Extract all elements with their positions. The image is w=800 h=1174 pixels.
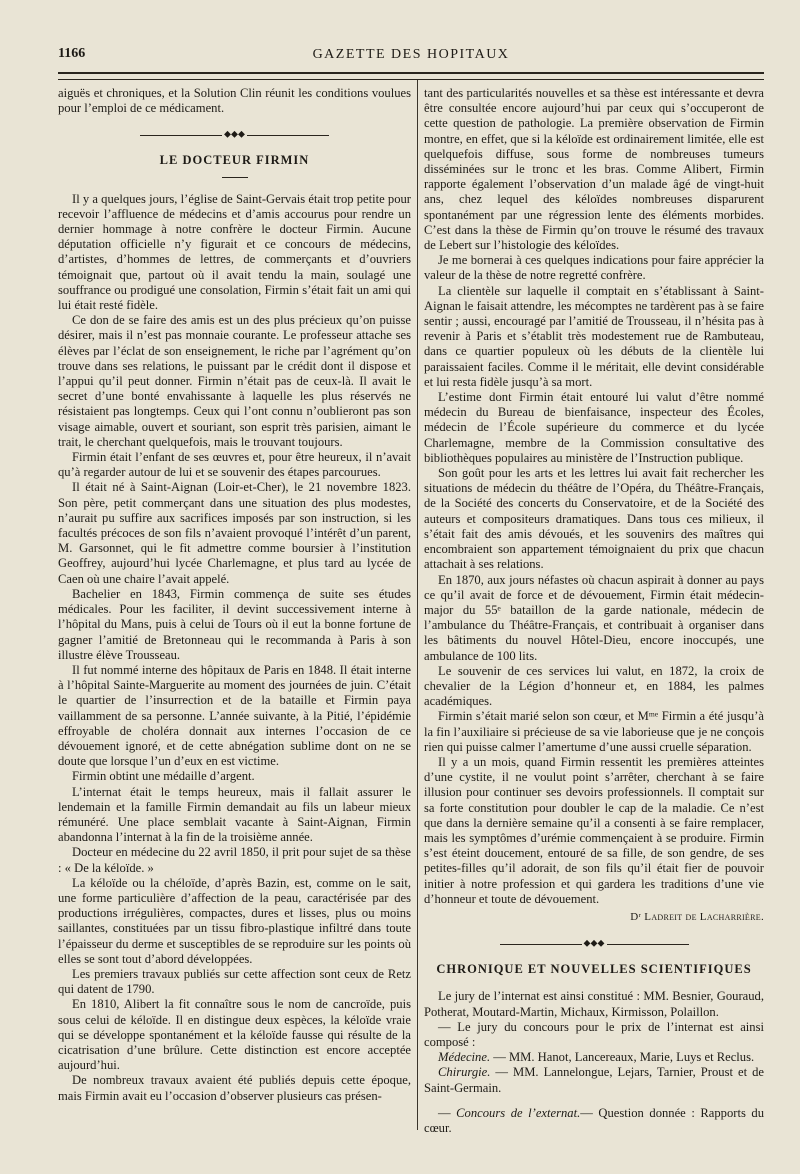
paragraph: Le jury de l’internat est ainsi constitué : MM. Besnier, Gouraud, Potherat, Moutard-Martin, Michaux, Kirmisson, Polaillon. (424, 989, 764, 1019)
jury-members: — MM. Hanot, Lancereaux, Marie, Luys et Reclus. (490, 1050, 755, 1065)
signature-prefix: Dʳ (630, 910, 642, 923)
carry-over-paragraph: aiguës et chroniques, et la Solution Clin réunit les conditions voulues pour l’emploi de ce médicament. (58, 86, 411, 116)
externat-label: Concours de l’externat. (456, 1105, 581, 1120)
section-ornament: ⬥⬥⬥ (58, 129, 411, 141)
paragraph: Son goût pour les arts et les lettres lui avait fait rechercher les situations de médecin du théâtre de l’Opéra, du Théâtre-Français, de la Société des concerts du Conservatoire, et de la Société des auteurs et compositeurs dramatiques. Dans tous ces milieux, il s’était fait des amis dévoués, et les souvenirs des maîtres qui encombraient son appartement témoignaient du prix que chacun attachait à ses relations. (424, 466, 764, 572)
column-divider (417, 80, 418, 1130)
paragraph: Il y a quelques jours, l’église de Saint-Gervais était trop petite pour recevoir l’affluence de médecins et d’amis accourus pour rendre un dernier hommage à notre confrère le docteur Firmin. Aucune députation officielle n’y figurait et ce concours de médecins, d’artistes, d’hommes de lettres, de commerçants et d’ouvriers témoignait que, partout où il avait tendu la main, soulagé une souffrance ou prodigué une consolation, Firmin s’était fait un ami qui lui était resté fidèle. (58, 191, 411, 313)
paragraph: La kéloïde ou la chéloïde, d’après Bazin, est, comme on le sait, une forme particulière d’affection de la peau, caractérisée par des productions irrégulières, compactes, dures et lisses, plus ou moins saillantes, constituées par un tissu fibro-plastique infiltré dans toute l’épaisseur du derme et susceptibles de se reproduire sur les points où elles se sont tout d’abord développées. (58, 875, 411, 966)
header-rule (58, 72, 764, 80)
paragraph: Il était né à Saint-Aignan (Loir-et-Cher), le 21 novembre 1823. Son père, petit commerçant dans une situation des plus modestes, n’aurait pu suffire aux sacrifices imposés par son instruction, si les facultés précoces de son fils n’avaient provoqué l’intérêt d’un parent, M. Garsonnet, qui le fit admettre comme boursier à l’institution Geoffrey, aujourd’hui lycée Charlemagne, et plus tard au lycée de Caen où une chaire l’avait appelé. (58, 480, 411, 586)
title-rule (222, 177, 248, 178)
jury-label: Médecine. (438, 1050, 491, 1065)
paragraph: La clientèle sur laquelle il comptait en s’établissant à Saint-Aignan le faisait attendre, les mécomptes ne tardèrent pas à se faire sentir ; aussi, encouragé par l’amitié de Trousseau, il n’hésita pas à revenir à Paris et s’établit très modestement rue de Rambuteau, dans ce quartier populeux où les débuts de la clientèle lui paraissaient faciles. Comme il le méritait, elle devint considérable et lui resta fidèle jusqu’à sa mort. (424, 283, 764, 389)
paragraph: De nombreux travaux avaient été publiés depuis cette époque, mais Firmin avait eu l’occasion d’observer plusieurs cas présen- (58, 1073, 411, 1103)
paragraph: Il y a un mois, quand Firmin ressentit les premières atteintes d’une cystite, il ne voulut point s’arrêter, cherchant à se faire illusion pour continuer ses devoirs professionnels. Il comptait sur sa forte constitution pour doubler le cap de la maladie. Ce n’est que dans la dernière semaine qu’il a consenti à se faire remplacer, mais les symptômes d’urémie commençaient à se produire. Firmin s’est éteint doucement, entouré de sa fille, de son gendre, de ses petites-filles qu’il adorait, de son fils qu’il était fier de pouvoir initier à notre profession et qui gardera les traditions d’une vie d’honneur et toute de dévouement. (424, 754, 764, 906)
paragraph: Docteur en médecine du 22 avril 1850, il prit pour sujet de sa thèse : « De la kéloïde. » (58, 845, 411, 875)
paragraph: Bachelier en 1843, Firmin commença de suite ses études médicales. Pour les faciliter, il devint successivement interne à l’hôpital du Mans, puis à celui de Tours où il eut la bonne fortune de gagner l’amitié de Bretonneau qui le recommanda à Paris à son illustre élève Trousseau. (58, 586, 411, 662)
paragraph: L’internat était le temps heureux, mais il fallait assurer le lendemain et la famille Firmin demandait au fils un labeur mieux rémunéré. Une place semblait vacante à Saint-Aignan, Firmin abandonna l’internat à la fin de la troisième année. (58, 784, 411, 845)
section-ornament: ⬥⬥⬥ (424, 938, 764, 950)
externat-text: — Question donnée : Rapports du cœur. (424, 1105, 764, 1135)
paragraph: En 1810, Alibert la fit connaître sous le nom de cancroïde, puis sous celui de kéloïde. Il en distingue deux espèces, la kéloïde vraie qui se développe spontanément et la kéloïde fausse qui résulte de la cicatrisation d’une brûlure. Cette distinction est encore acceptée aujourd’hui. (58, 997, 411, 1073)
jury-medecine (424, 1050, 764, 1065)
paragraph: Ce don de se faire des amis est un des plus précieux qu’on puisse désirer, mais il n’est pas monnaie courante. Le professeur attache ses élèves par l’éclat de son enseignement, le riche par l’agrément qu’on trouve dans ses relations, le puissant par le crédit dont il dispose et l’appui qu’il peut donner. Firmin n’était pas de ceux-là. Il avait le secret d’une bonté envahissante à laquelle les plus réservés ne résistaient pas longtemps. Ceux qui l’ont connu n’oublieront pas son visage aimable, ouvert et souriant, son esprit très parisien, aimant le trait, le cherchant quelquefois, mais le trouvant toujours. (58, 313, 411, 449)
jury-chirurgie (424, 1065, 764, 1095)
paragraph: Firmin obtint une médaille d’argent. (72, 769, 255, 784)
paragraph: En 1870, aux jours néfastes où chacun aspirait à donner au pays ce qu’il avait de force et de dévouement, Firmin était médecin-major du 55ᵉ bataillon de la garde nationale, médecin de l’ambulance du Théâtre-Français, et contribuait à organiser dans les bâtiments du nouvel Hôtel-Dieu, encore inoccupés, une ambulance de 100 lits. (424, 572, 764, 663)
journal-title: GAZETTE DES HOPITAUX (312, 47, 510, 62)
page-header (58, 44, 764, 68)
paragraph: L’estime dont Firmin était entouré lui valut d’être nommé médecin du Bureau de bienfaisance, inspecteur des Écoles, médecin de l’École supérieure du commerce et du lycée Charlemagne, membre de la Commission consultative des bibliothèques populaires au ministère de l’Instruction publique. (424, 390, 764, 465)
left-column (58, 86, 411, 1104)
signature-name: Ladreit de Lacharrière. (644, 910, 764, 923)
article-title: LE DOCTEUR FIRMIN (159, 153, 310, 168)
paragraph: Je me bornerai à ces quelques indications pour faire apprécier la valeur de la thèse de notre regretté confrère. (424, 253, 764, 283)
section-title: CHRONIQUE ET NOUVELLES SCIENTIFIQUES (436, 962, 752, 977)
continued-paragraph: tant des particularités nouvelles et sa thèse est intéressante et devra être consultée encore aujourd’hui par ceux qui s’occuperont de cette question de pathologie. La première observation de Firmin montre, en effet, que si la kéloïde est ordinairement limitée, elle est quelquefois diffuse, sous forme de nombreuses tumeurs disséminées sur le tronc et les bras. Comme Alibert, Firmin rapporte également l’observation d’un malade âgé de vingt-huit ans, chez lequel des kéloïdes nombreuses disparurent spontanément par une régression lente des éléments morbides. C’est dans la thèse de Firmin qu’on trouve le résumé des travaux de Lebert sur l’histologie des kéloïdes. (424, 86, 764, 253)
author-signature (424, 910, 764, 925)
right-column (424, 86, 764, 1136)
page-number: 1166 (58, 46, 86, 61)
jury-members: — MM. Lannelongue, Lejars, Tarnier, Proust et de Saint-Germain. (424, 1065, 764, 1095)
jury-label: Chirurgie. (438, 1065, 491, 1080)
paragraph: Firmin était l’enfant de ses œuvres et, pour être heureux, il n’avait qu’à regarder autour de lui et se souvenir des étapes parcourues. (58, 450, 411, 480)
paragraph: Firmin s’était marié selon son cœur, et Mᵐᵉ Firmin a été jusqu’à la fin l’auxiliaire si précieuse de sa vie laborieuse que je ne conçois rien qui puisse calmer l’amertume d’une aussi cruelle séparation. (424, 709, 764, 754)
paragraph: Le souvenir de ces services lui valut, en 1872, la croix de chevalier de la Légion d’honneur et, en 1884, les palmes académiques. (424, 663, 764, 709)
paragraph: — Le jury du concours pour le prix de l’internat est ainsi composé : (424, 1019, 764, 1049)
externat-note: — Concours de l’externat.— Question donnée : Rapports du cœur. (424, 1105, 764, 1135)
paragraph: Il fut nommé interne des hôpitaux de Paris en 1848. Il était interne à l’hôpital Sainte-Marguerite au moment des journées de juin. C’était le quartier de l’insurrection et de la bataille et Firmin paya vaillamment de sa personne. L’année suivante, à la Pitié, l’épidémie effroyable de choléra donnait aux internes l’occasion de ce dévouement ignoré, et de cette abnégation sublime dont on ne se doute que lorsque l’un d’eux en est victime. (58, 662, 411, 769)
paragraph: Les premiers travaux publiés sur cette affection sont ceux de Retz qui datent de 1790. (58, 966, 411, 997)
